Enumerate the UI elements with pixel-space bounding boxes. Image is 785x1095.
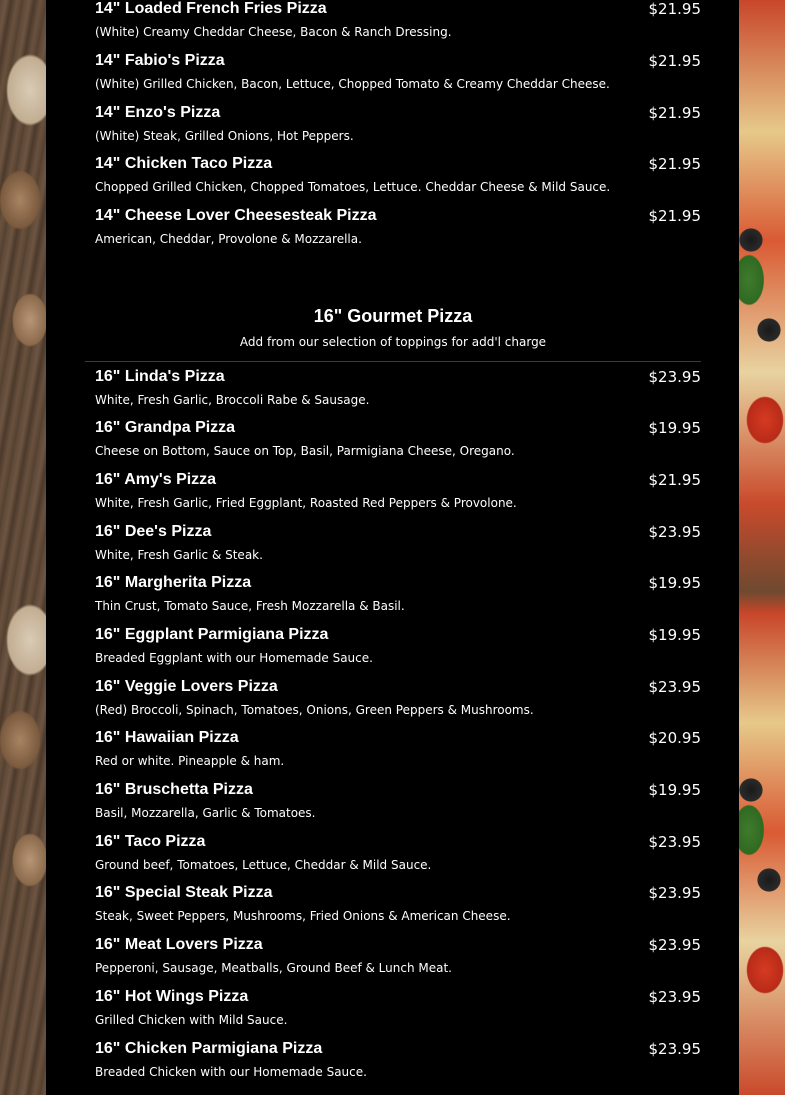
section-title: 16" Gourmet Pizza (313, 306, 473, 326)
item-description: White, Fresh Garlic, Broccoli Rabe & Sausage. (95, 393, 370, 407)
item-price: $23.95 (648, 833, 701, 851)
item-name: 14" Loaded French Fries Pizza (95, 0, 327, 17)
item-description: Thin Crust, Tomato Sauce, Fresh Mozzarella & Basil. (95, 599, 405, 613)
item-price: $21.95 (648, 52, 701, 70)
item-name: 14" Chicken Taco Pizza (95, 155, 273, 172)
item-name: 14" Cheese Lover Cheesesteak Pizza (95, 207, 377, 224)
item-name: 16" Grandpa Pizza (95, 419, 236, 436)
item-price: $23.95 (648, 936, 701, 954)
item-description: (White) Steak, Grilled Onions, Hot Peppers. (95, 129, 354, 143)
item-description: White, Fresh Garlic, Fried Eggplant, Roasted Red Peppers & Provolone. (95, 496, 517, 510)
background-wood-left (0, 0, 46, 1095)
item-description: Ground beef, Tomatoes, Lettuce, Cheddar & Mild Sauce. (95, 858, 432, 872)
item-price: $21.95 (648, 471, 701, 489)
item-name: 16" Eggplant Parmigiana Pizza (95, 626, 329, 643)
item-description: Pepperoni, Sausage, Meatballs, Ground Beef & Lunch Meat. (95, 961, 452, 975)
item-price: $21.95 (648, 104, 701, 122)
item-price: $20.95 (648, 729, 701, 747)
item-price: $19.95 (648, 781, 701, 799)
item-name: 16" Special Steak Pizza (95, 884, 273, 901)
item-description: American, Cheddar, Provolone & Mozzarella. (95, 232, 362, 246)
item-description: Red or white. Pineapple & ham. (95, 754, 285, 768)
item-name: 16" Margherita Pizza (95, 574, 252, 591)
item-description: Breaded Chicken with our Homemade Sauce. (95, 1065, 367, 1079)
item-price: $23.95 (648, 1040, 701, 1058)
section-subtitle: Add from our selection of toppings for add'l charge (239, 335, 547, 349)
background-pizza-right (739, 0, 785, 1095)
item-description: (Red) Broccoli, Spinach, Tomatoes, Onions, Green Peppers & Mushrooms. (95, 703, 534, 717)
item-price: $21.95 (648, 207, 701, 225)
item-name: 16" Taco Pizza (95, 833, 206, 850)
item-description: Chopped Grilled Chicken, Chopped Tomatoes, Lettuce. Cheddar Cheese & Mild Sauce. (95, 180, 611, 194)
item-name: 16" Dee's Pizza (95, 523, 212, 540)
item-name: 16" Hot Wings Pizza (95, 988, 249, 1005)
item-price: $23.95 (648, 884, 701, 902)
item-price: $23.95 (648, 368, 701, 386)
item-description: Steak, Sweet Peppers, Mushrooms, Fried Onions & American Cheese. (95, 909, 511, 923)
item-description: White, Fresh Garlic & Steak. (95, 548, 263, 562)
item-description: Grilled Chicken with Mild Sauce. (95, 1013, 288, 1027)
item-description: Cheese on Bottom, Sauce on Top, Basil, Parmigiana Cheese, Oregano. (95, 444, 515, 458)
item-description: (White) Grilled Chicken, Bacon, Lettuce, Chopped Tomato & Creamy Cheddar Cheese. (95, 77, 610, 91)
item-price: $23.95 (648, 988, 701, 1006)
item-price: $19.95 (648, 626, 701, 644)
item-description: (White) Creamy Cheddar Cheese, Bacon & Ranch Dressing. (95, 25, 452, 39)
item-price: $21.95 (648, 0, 701, 18)
item-name: 16" Hawaiian Pizza (95, 729, 239, 746)
item-description: Breaded Eggplant with our Homemade Sauce. (95, 651, 373, 665)
item-name: 14" Enzo's Pizza (95, 104, 221, 121)
item-price: $21.95 (648, 155, 701, 173)
item-description: Basil, Mozzarella, Garlic & Tomatoes. (95, 806, 316, 820)
item-name: 16" Amy's Pizza (95, 471, 217, 488)
item-price: $19.95 (648, 419, 701, 437)
item-price: $23.95 (648, 523, 701, 541)
section-divider (85, 361, 701, 362)
item-price: $19.95 (648, 574, 701, 592)
item-name: 14" Fabio's Pizza (95, 52, 225, 69)
item-name: 16" Bruschetta Pizza (95, 781, 253, 798)
item-price: $23.95 (648, 678, 701, 696)
item-name: 16" Veggie Lovers Pizza (95, 678, 278, 695)
item-name: 16" Linda's Pizza (95, 368, 225, 385)
item-name: 16" Meat Lovers Pizza (95, 936, 263, 953)
item-name: 16" Chicken Parmigiana Pizza (95, 1040, 323, 1057)
